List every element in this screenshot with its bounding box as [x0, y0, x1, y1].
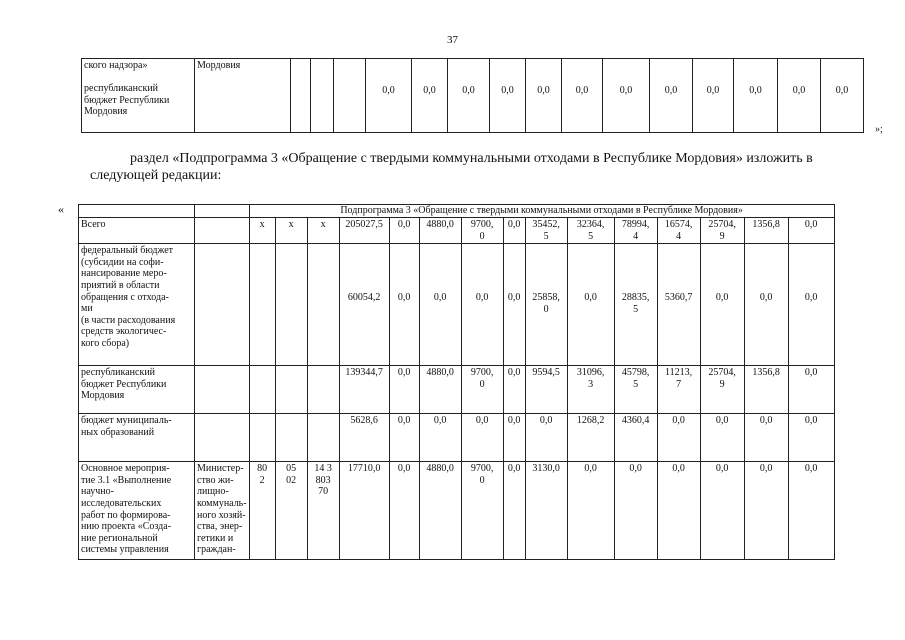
value-cell: 0,0 [562, 59, 603, 133]
value-cell: 0,0 [821, 59, 864, 133]
value-cell: 0,0 [412, 59, 448, 133]
code-cell [249, 244, 275, 366]
value-cell: 35452, 5 [525, 218, 567, 244]
value-cell: 0,0 [419, 244, 461, 366]
value-cell: 0,0 [744, 462, 788, 560]
value-cell: 0,0 [503, 366, 525, 414]
table-row [82, 59, 864, 133]
value-cell: 9700, 0 [461, 366, 503, 414]
value-cell: 0,0 [650, 59, 693, 133]
table-row [79, 244, 835, 366]
instruction-paragraph: раздел «Подпрограмма 3 «Обращение с твердыми коммунальными отходами в Республике Мордовия» изложить в следующей редакции: [90, 151, 813, 183]
code-cell [275, 414, 307, 462]
code-cell [275, 366, 307, 414]
value-cell: 25858, 0 [525, 244, 567, 366]
row-name-cell: Всего [79, 218, 195, 244]
code-cell [275, 244, 307, 366]
code-cell: х [249, 218, 275, 244]
table-row [79, 366, 835, 414]
row-name-cell: Основное мероприя- тие 3.1 «Выполнение научно- исследовательских работ по формирова- нию проекта «Созда- ние региональной системы управления [79, 462, 195, 560]
value-cell: 3130,0 [525, 462, 567, 560]
code-cell [307, 414, 339, 462]
code-cell [307, 366, 339, 414]
row-name-cell: бюджет муниципаль- ных образований [79, 414, 195, 462]
subprogram-table [78, 204, 835, 560]
value-cell: 0,0 [389, 366, 419, 414]
code-cell: х [275, 218, 307, 244]
org-cell [195, 414, 250, 462]
value-cell: 0,0 [525, 414, 567, 462]
code-cell [249, 414, 275, 462]
table-row [79, 414, 835, 462]
top-table-fragment [81, 58, 864, 133]
value-cell: 0,0 [788, 244, 834, 366]
value-cell: 25704, 9 [700, 218, 744, 244]
value-cell: 0,0 [700, 462, 744, 560]
row-name-cell: федеральный бюджет (субсидии на софи- нансирование меро- приятий в области обращения с отхода- ми (в части расходования средств экологичес- кого сбора) [79, 244, 195, 366]
value-cell: 0,0 [503, 462, 525, 560]
page-number: 37 [447, 34, 458, 46]
value-cell: 1356,8 [744, 218, 788, 244]
value-cell: 25704, 9 [700, 366, 744, 414]
value-cell: 9700, 0 [461, 218, 503, 244]
org-cell: Министер- ство жи- лищно- коммуналь- ного хозяй- ства, энер- гетики и граждан- [195, 462, 250, 560]
value-cell: 0,0 [700, 414, 744, 462]
value-cell: 1356,8 [744, 366, 788, 414]
value-cell: 0,0 [490, 59, 526, 133]
value-cell: 205027,5 [339, 218, 389, 244]
code-cell [249, 366, 275, 414]
row-name-cell: республиканский бюджет Республики Мордовия [79, 366, 195, 414]
code-cell: 05 02 [275, 462, 307, 560]
value-cell: 9700, 0 [461, 462, 503, 560]
value-cell: 0,0 [461, 414, 503, 462]
value-cell: 5628,6 [339, 414, 389, 462]
value-cell: 5360,7 [657, 244, 700, 366]
value-cell: 0,0 [614, 462, 657, 560]
value-cell: 0,0 [603, 59, 650, 133]
closing-quote: »; [875, 124, 883, 135]
value-cell: 0,0 [567, 462, 614, 560]
value-cell: 0,0 [693, 59, 734, 133]
value-cell: 0,0 [389, 244, 419, 366]
value-cell: 4880,0 [419, 462, 461, 560]
value-cell: 1268,2 [567, 414, 614, 462]
value-cell: 0,0 [744, 414, 788, 462]
value-cell: 78994, 4 [614, 218, 657, 244]
value-cell: 0,0 [389, 218, 419, 244]
org-cell [195, 366, 250, 414]
value-cell: 0,0 [503, 218, 525, 244]
value-cell: 28835, 5 [614, 244, 657, 366]
value-cell: 0,0 [503, 244, 525, 366]
value-cell: 0,0 [419, 414, 461, 462]
table-row [79, 218, 835, 244]
value-cell: 4880,0 [419, 218, 461, 244]
value-cell: 4360,4 [614, 414, 657, 462]
value-cell: 32364, 5 [567, 218, 614, 244]
row-name-cell: ского надзора» республиканский бюджет Республики Мордовия [82, 59, 195, 133]
value-cell: 0,0 [389, 414, 419, 462]
value-cell: 139344,7 [339, 366, 389, 414]
value-cell: 17710,0 [339, 462, 389, 560]
code-cell [307, 244, 339, 366]
value-cell: 9594,5 [525, 366, 567, 414]
code-cell: 14 3 803 70 [307, 462, 339, 560]
value-cell: 16574, 4 [657, 218, 700, 244]
code-cell: х [307, 218, 339, 244]
value-cell: 0,0 [461, 244, 503, 366]
value-cell: 60054,2 [339, 244, 389, 366]
subprogram-title: Подпрограмма 3 «Обращение с твердыми коммунальными отходами в Республике Мордовия» [249, 205, 834, 218]
value-cell: 0,0 [567, 244, 614, 366]
org-cell: Мордовия [195, 59, 291, 133]
value-cell: 0,0 [657, 414, 700, 462]
value-cell: 0,0 [366, 59, 412, 133]
code-cell: 80 2 [249, 462, 275, 560]
value-cell: 0,0 [788, 462, 834, 560]
value-cell: 0,0 [526, 59, 562, 133]
value-cell: 0,0 [700, 244, 744, 366]
value-cell: 31096, 3 [567, 366, 614, 414]
value-cell: 0,0 [788, 366, 834, 414]
value-cell: 0,0 [788, 414, 834, 462]
value-cell: 0,0 [734, 59, 778, 133]
value-cell: 0,0 [657, 462, 700, 560]
value-cell: 0,0 [744, 244, 788, 366]
value-cell: 45798, 5 [614, 366, 657, 414]
value-cell: 11213, 7 [657, 366, 700, 414]
value-cell: 0,0 [788, 218, 834, 244]
opening-quote: « [58, 202, 64, 216]
table-row [79, 462, 835, 560]
value-cell: 0,0 [389, 462, 419, 560]
value-cell: 4880,0 [419, 366, 461, 414]
value-cell: 0,0 [503, 414, 525, 462]
value-cell: 0,0 [448, 59, 490, 133]
value-cell: 0,0 [778, 59, 821, 133]
org-cell [195, 244, 250, 366]
org-cell [195, 218, 250, 244]
